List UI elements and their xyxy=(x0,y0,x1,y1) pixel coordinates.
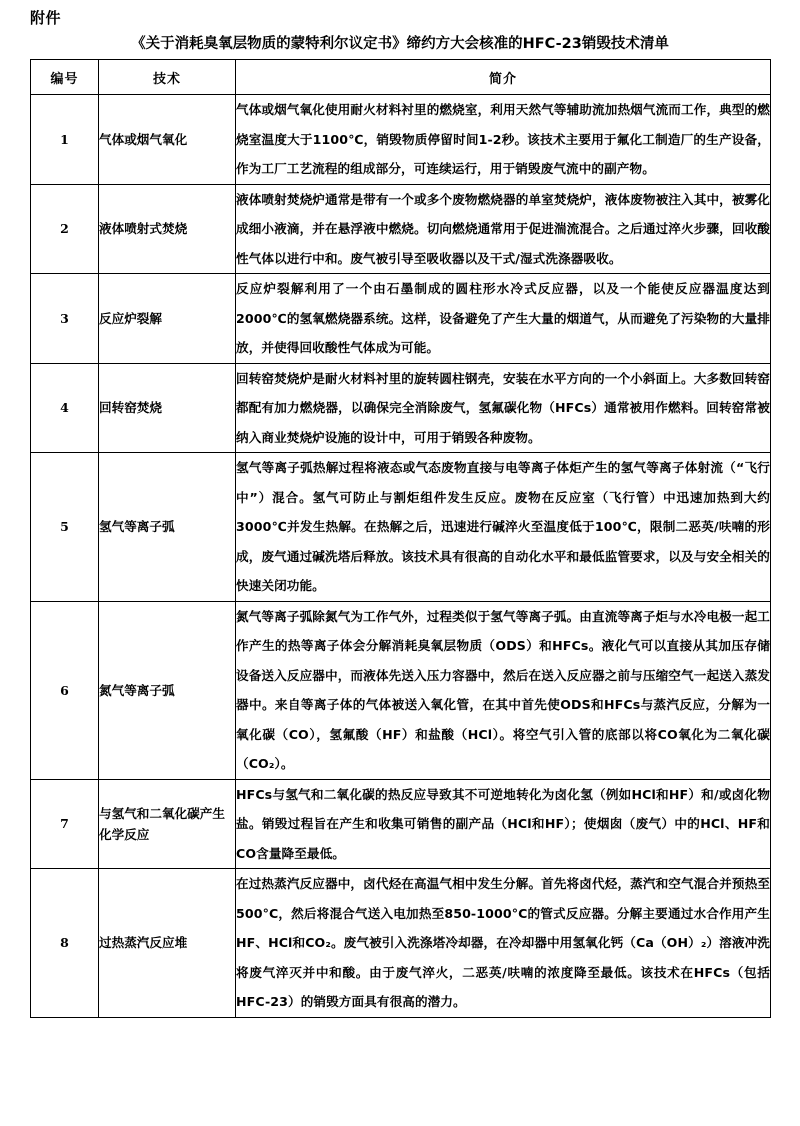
row-description: 在过热蒸汽反应器中，卤代烃在高温气相中发生分解。首先将卤代烃，蒸汽和空气混合并预热至500°C，然后将混合气送入电加热至850-1000°C的管式反应器。分解主要通过水合作用产生HF、HCl和CO₂。废气被引入洗涤塔冷却器，在冷却器中用氢氧化钙（Ca（OH）₂）溶液冲洗将废气淬灭并中和酸。由于废气淬火，二恶英/呋喃的浓度降至最低。该技术在HFCs（包括HFC-23）的销毁方面具有很高的潜力。 xyxy=(236,869,771,1018)
table-header-row xyxy=(31,60,771,95)
table-row xyxy=(31,363,771,453)
row-description: 回转窑焚烧炉是耐火材料衬里的旋转圆柱钢壳，安装在水平方向的一个小斜面上。大多数回转窑都配有加力燃烧器，以确保完全消除废气，氢氟碳化物（HFCs）通常被用作燃料。回转窑常被纳入商业焚烧炉设施的设计中，可用于销毁各种废物。 xyxy=(236,363,771,453)
row-number: 7 xyxy=(31,779,99,869)
row-number: 2 xyxy=(31,184,99,274)
table-body xyxy=(31,95,771,1018)
table-row xyxy=(31,184,771,274)
row-technology: 液体喷射式焚烧 xyxy=(99,184,236,274)
row-number: 8 xyxy=(31,869,99,1018)
row-technology: 与氢气和二氧化碳产生化学反应 xyxy=(99,779,236,869)
row-technology: 回转窑焚烧 xyxy=(99,363,236,453)
row-description: 氮气等离子弧除氮气为工作气外，过程类似于氢气等离子弧。由直流等离子炬与水冷电极一起工作产生的热等离子体会分解消耗臭氧层物质（ODS）和HFCs。液化气可以直接从其加压存储设备送入反应器中，而液体先送入压力容器中，然后在送入反应器之前与压缩空气一起送入蒸发器中。来自等离子体的气体被送入氧化管，在其中首先使ODS和HFCs与蒸汽反应，分解为一氧化碳（CO），氢氟酸（HF）和盐酸（HCl）。将空气引入管的底部以将CO氧化为二氧化碳（CO₂）。 xyxy=(236,601,771,779)
table-row xyxy=(31,453,771,602)
row-technology: 氢气等离子弧 xyxy=(99,453,236,602)
row-technology: 过热蒸汽反应堆 xyxy=(99,869,236,1018)
row-description: 反应炉裂解利用了一个由石墨制成的圆柱形水冷式反应器，以及一个能使反应器温度达到2000℃的氢氧燃烧器系统。这样，设备避免了产生大量的烟道气，从而避免了污染物的大量排放，并使得回收酸性气体成为可能。 xyxy=(236,274,771,364)
row-number: 1 xyxy=(31,95,99,185)
row-technology: 氮气等离子弧 xyxy=(99,601,236,779)
row-description: 氢气等离子弧热解过程将液态或气态废物直接与电等离子体炬产生的氢气等离子体射流（“飞行中”）混合。氢气可防止与割炬组件发生反应。废物在反应室（飞行管）中迅速加热到大约3000℃并发生热解。在热解之后，迅速进行碱淬火至温度低于100℃，限制二恶英/呋喃的形成，废气通过碱洗塔后释放。该技术具有很高的自动化水平和最低监管要求，以及与安全相关的快速关闭功能。 xyxy=(236,453,771,602)
column-header-desc: 简介 xyxy=(236,60,771,95)
row-number: 6 xyxy=(31,601,99,779)
table-row xyxy=(31,779,771,869)
row-number: 3 xyxy=(31,274,99,364)
table-row xyxy=(31,869,771,1018)
column-header-tech: 技术 xyxy=(99,60,236,95)
row-technology: 反应炉裂解 xyxy=(99,274,236,364)
row-number: 4 xyxy=(31,363,99,453)
attachment-label: 附件 xyxy=(30,9,62,27)
table-row xyxy=(31,274,771,364)
row-description: 气体或烟气氧化使用耐火材料衬里的燃烧室，利用天然气等辅助流加热烟气流而工作，典型的燃烧室温度大于1100℃，销毁物质停留时间1-2秒。该技术主要用于氟化工制造厂的生产设备，作为工厂工艺流程的组成部分，可连续运行，用于销毁废气流中的副产物。 xyxy=(236,95,771,185)
row-technology: 气体或烟气氧化 xyxy=(99,95,236,185)
table-row xyxy=(31,601,771,779)
column-header-no: 编号 xyxy=(31,60,99,95)
page-title: 《关于消耗臭氧层物质的蒙特利尔议定书》缔约方大会核准的HFC-23销毁技术清单 xyxy=(131,36,669,52)
table-row xyxy=(31,95,771,185)
row-number: 5 xyxy=(31,453,99,602)
hfc23-destruction-technology-table xyxy=(30,59,771,1018)
row-description: HFCs与氢气和二氧化碳的热反应导致其不可逆地转化为卤化氢（例如HCl和HF）和/或卤化物盐。销毁过程旨在产生和收集可销售的副产品（HCl和HF）；使烟囱（废气）中的HCl、HF和CO含量降至最低。 xyxy=(236,779,771,869)
row-description: 液体喷射焚烧炉通常是带有一个或多个废物燃烧器的单室焚烧炉，液体废物被注入其中，被雾化成细小液滴，并在悬浮液中燃烧。切向燃烧通常用于促进湍流混合。之后通过淬火步骤，回收酸性气体以进行中和。废气被引导至吸收器以及干式/湿式洗涤器吸收。 xyxy=(236,184,771,274)
